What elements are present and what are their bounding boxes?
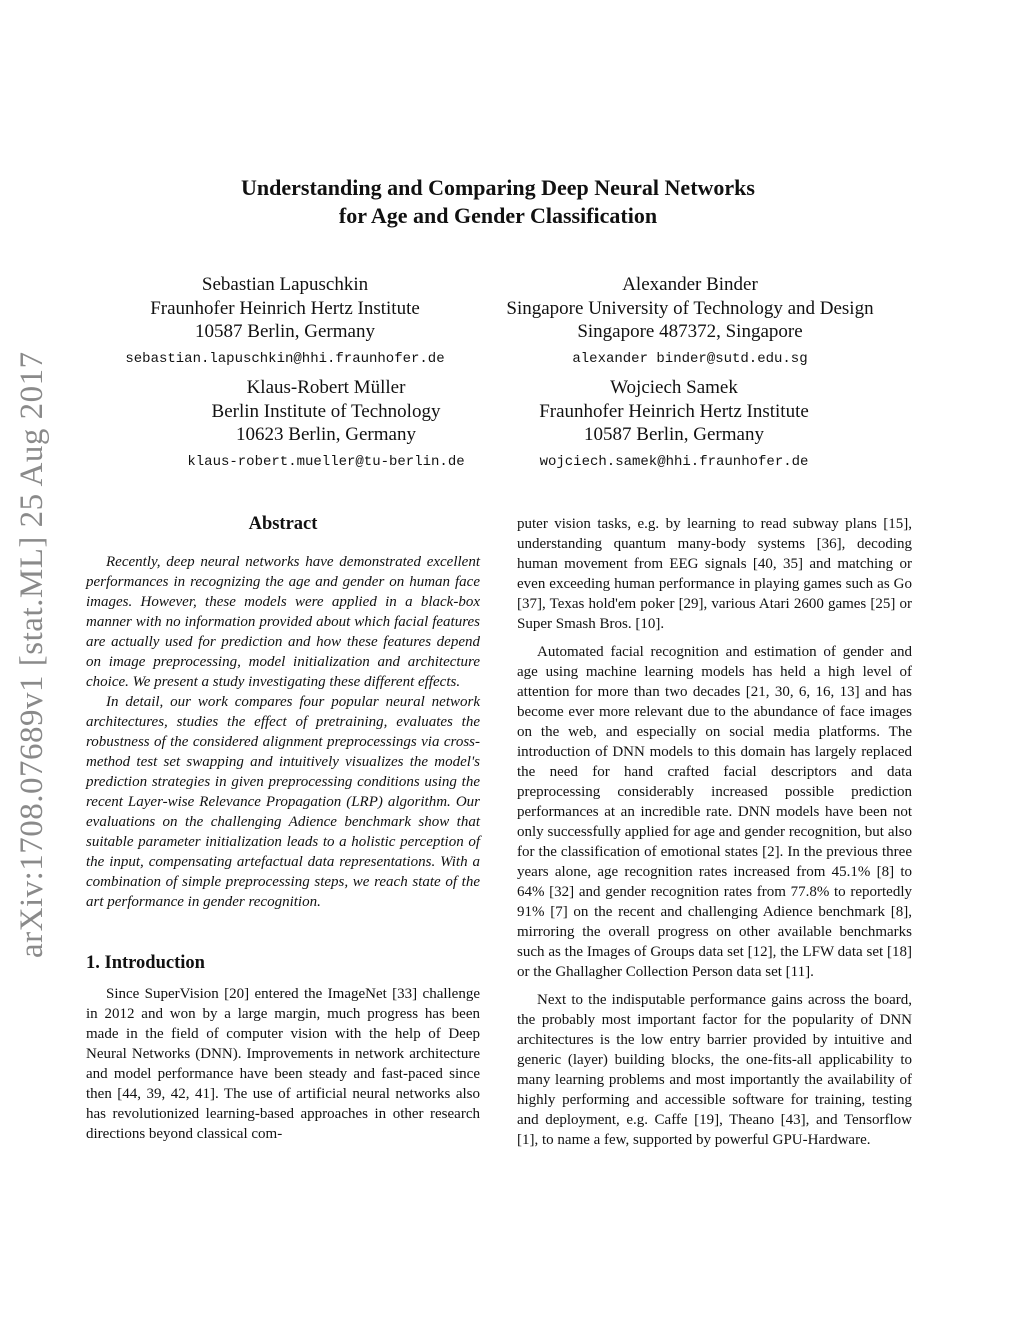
abstract-heading: Abstract bbox=[248, 514, 318, 534]
author-block bbox=[100, 273, 470, 368]
author-email[interactable]: wojciech.samek@hhi.fraunhofer.de bbox=[539, 453, 809, 470]
author-affiliation: Singapore University of Technology and Design bbox=[506, 297, 874, 319]
abstract-body bbox=[86, 552, 480, 912]
left-column bbox=[86, 512, 480, 1144]
author-email[interactable]: sebastian.lapuschkin@hhi.fraunhofer.de bbox=[125, 350, 445, 367]
author-name: Alexander Binder bbox=[622, 274, 758, 295]
author-address: 10587 Berlin, Germany bbox=[195, 321, 375, 342]
author-address: 10587 Berlin, Germany bbox=[584, 424, 764, 445]
author-address: Singapore 487372, Singapore bbox=[577, 321, 803, 342]
abstract-paragraph: Recently, deep neural networks have demonstrated excellent performances in recognizing the age and gender on human face images. However, these models were applied in a black-box manner with no information provided about which facial features are actually used for prediction and how these features depend on image preprocessing, model initialization and architecture choice. We present a study investigating these different effects. bbox=[86, 554, 480, 690]
arxiv-stamp: arXiv:1708.07689v1 [stat.ML] 25 Aug 2017 bbox=[14, 351, 50, 958]
intro-paragraph: Automated facial recognition and estimation of gender and age using machine learning models has held a high level of attention for more than two decades [21, 30, 6, 16, 13] and has become ever more relevant due to the abundance of face images on the web, and especially on social media platforms. The introduction of DNN models to this domain has largely replaced the need for hand crafted facial descriptors and data preprocessing considerably increased possible prediction performances at an incredible rate. DNN models have been not only successfully applied for age and gender recognition, but also for the classification of emotional states [2]. In the previous three years alone, age recognition rates increased from 45.1% [8] to 64% [32] and gender recognition rates from 77.8% to reportedly 91% [7] on the recent and challenging Adience benchmark [8], mirroring the overall progress on other available benchmarks such as the Images of Groups data set [12], the LFW data set [18] or the Ghallagher Collection Person data set [11]. bbox=[517, 644, 912, 980]
intro-paragraph-continued: puter vision tasks, e.g. by learning to read subway plans [15], understanding quantum many-body systems [36], decoding human movement from EEG signals [40, 35] and matching or even exceeding human performance in playing games such as Go [37], Texas hold'em poker [29], various Atari 2600 games [25] or Super Smash Bros. [10]. bbox=[517, 516, 912, 632]
title-line-2: for Age and Gender Classification bbox=[338, 203, 658, 228]
author-address: 10623 Berlin, Germany bbox=[236, 424, 416, 445]
author-email[interactable]: alexander binder@sutd.edu.sg bbox=[572, 350, 808, 367]
author-name: Sebastian Lapuschkin bbox=[201, 274, 369, 295]
intro-paragraph: Since SuperVision [20] entered the ImageNet [33] challenge in 2012 and won by a large margin, much progress has been made in the field of computer vision with the help of Deep Neural Networks (DNN). Improvements in network architecture and model performance have been steady and fast-paced since then [44, 39, 42, 41]. The use of artificial neural networks also has revolutionized learning-based approaches in other research directions beyond classical com- bbox=[86, 986, 480, 1142]
section-heading-introduction: 1. Introduction bbox=[86, 953, 205, 973]
title-line-1: Understanding and Comparing Deep Neural Networks bbox=[241, 175, 755, 200]
right-column bbox=[517, 514, 912, 1150]
author-block bbox=[140, 376, 512, 471]
author-block bbox=[490, 273, 890, 368]
author-email[interactable]: klaus-robert.mueller@tu-berlin.de bbox=[187, 453, 465, 470]
author-affiliation: Fraunhofer Heinrich Hertz Institute bbox=[539, 400, 809, 422]
author-name: Klaus-Robert Müller bbox=[246, 377, 406, 398]
intro-paragraph: Next to the indisputable performance gains across the board, the probably most important factor for the popularity of DNN architectures is the low entry barrier provided by intuitive and generic (layer) building blocks, the one-fits-all applicability to many learning problems and most importantly the availability of highly performing and accessible software for training, testing and deployment, e.g. Caffe [19], Theano [43], and Tensorflow [1], to name a few, supported by powerful GPU-Hardware. bbox=[517, 992, 912, 1148]
author-affiliation: Berlin Institute of Technology bbox=[211, 400, 441, 422]
author-block bbox=[494, 376, 854, 471]
paper-title bbox=[0, 174, 996, 230]
author-name: Wojciech Samek bbox=[610, 377, 738, 398]
abstract-paragraph: In detail, our work compares four popular neural network architectures, studies the effect of pretraining, evaluates the robustness of the considered alignment preprocessings via cross-method test set swapping and intuitively visualizes the model's prediction strategies in given preprocessing conditions using the recent Layer-wise Relevance Propagation (LRP) algorithm. Our evaluations on the challenging Adience benchmark show that suitable parameter initialization leads to a holistic perception of the input, compensating artefactual data representations. With a combination of simple preprocessing steps, we reach state of the art performance in gender recognition. bbox=[86, 694, 480, 910]
author-affiliation: Fraunhofer Heinrich Hertz Institute bbox=[150, 297, 420, 319]
